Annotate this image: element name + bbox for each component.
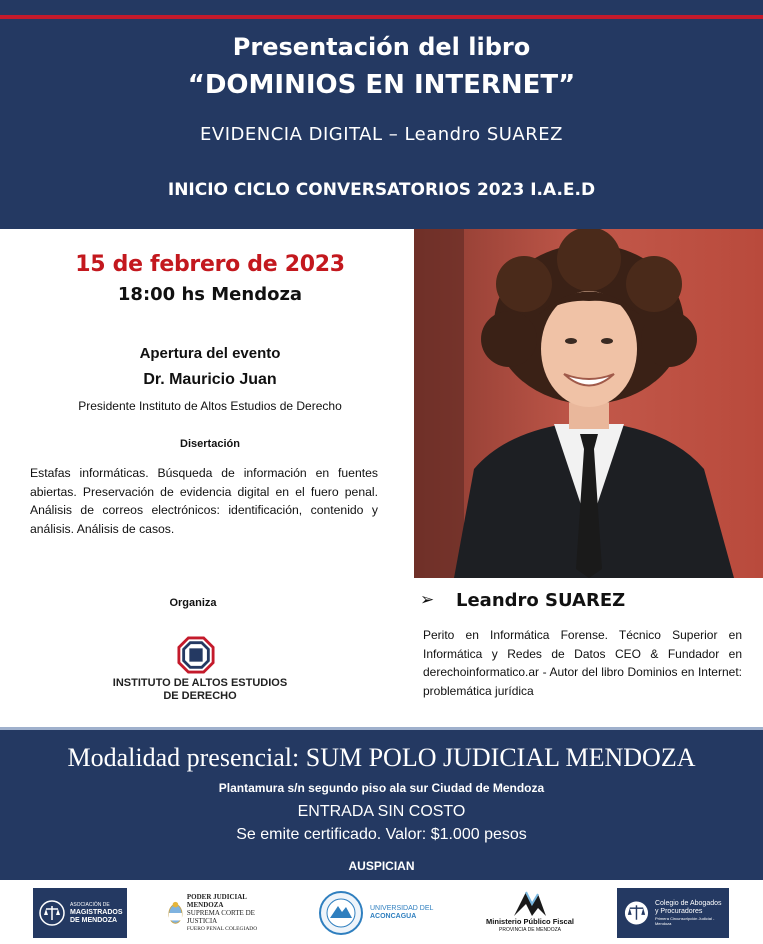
- sponsor-2-line3: FUERO PENAL COLEGIADO: [186, 926, 258, 932]
- dissertation-label: Disertación: [180, 438, 240, 450]
- sponsor-1-line2: MAGISTRADOS: [70, 909, 123, 916]
- organizer-name: [100, 677, 300, 703]
- sponsor-4-line1: Ministerio Público Fiscal: [486, 917, 574, 926]
- modality-heading: Modalidad presencial: SUM POLO JUDICIAL MENDOZA: [67, 743, 696, 772]
- university-seal-icon: [318, 890, 364, 936]
- speaker-portrait-illustration: [414, 229, 763, 578]
- organizer-name-line2: DE DERECHO: [163, 690, 237, 702]
- header-accent-line: [0, 15, 763, 19]
- certificate-info: Se emite certificado. Valor: $1.000 pesos: [236, 826, 527, 843]
- speaker-bio: Perito en Informática Forense. Técnico Superior en Informática y Redes de Datos CEO & Fundador en derechoinformatico.ar - Autor del libro Dominios en Internet: problemática jurídica: [423, 628, 742, 698]
- organizer-name-line1: INSTITUTO DE ALTOS ESTUDIOS: [112, 677, 288, 689]
- bullet-arrow-icon: ➢: [420, 590, 435, 609]
- sponsor-5-line3: Primera Circunscripción Judicial - Mendoza: [654, 916, 715, 926]
- scales-icon: [623, 899, 650, 927]
- cycle-title: INICIO CICLO CONVERSATORIOS 2023 I.A.E.D: [167, 180, 596, 200]
- scales-icon: [39, 900, 65, 926]
- iaed-logo-icon: [177, 636, 215, 674]
- sponsor-magistrados: [33, 888, 127, 938]
- sponsor-1-line1: ASOCIACIÓN DE: [70, 902, 110, 908]
- sponsor-ministerio-publico-fiscal: [482, 888, 578, 938]
- sponsor-1-line3: DE MENDOZA: [70, 917, 118, 924]
- opening-label: Apertura del evento: [139, 345, 281, 362]
- entry-info: ENTRADA SIN COSTO: [297, 803, 466, 820]
- opening-speaker-role: Presidente Instituto de Altos Estudios de Derecho: [78, 399, 342, 413]
- book-title: “DOMINIOS EN INTERNET”: [187, 70, 576, 100]
- sponsors-label: AUSPICIAN: [348, 859, 415, 873]
- sponsor-universidad-aconcagua: [318, 888, 446, 938]
- event-date: 15 de febrero de 2023: [75, 252, 345, 277]
- dissertation-topics: Estafas informáticas. Búsqueda de información en fuentes abiertas. Preservación de evidencia digital en el fuero penal. Análisis de correos electrónicos: identificación, contenido y análisis. Análisis de casos.: [30, 466, 378, 536]
- sponsor-colegio-abogados: [617, 888, 729, 938]
- sponsor-2-line1: PODER JUDICIAL MENDOZA: [186, 893, 247, 909]
- organizer-label: Organiza: [169, 597, 217, 609]
- sponsor-3-line1: UNIVERSIDAD DEL: [370, 905, 434, 912]
- sponsor-poder-judicial: [168, 888, 280, 938]
- venue-address: Plantamura s/n segundo piso ala sur Ciudad de Mendoza: [218, 781, 545, 795]
- sponsor-2-line2: SUPREMA CORTE DE JUSTICIA: [186, 909, 255, 925]
- coat-of-arms-icon: [168, 900, 183, 926]
- sponsor-4-line2: PROVINCIA DE MENDOZA: [499, 927, 561, 933]
- speaker-photo: [414, 229, 763, 578]
- mpf-logo-icon: [512, 888, 548, 918]
- subtitle: EVIDENCIA DIGITAL – Leandro SUAREZ: [200, 124, 563, 145]
- sponsor-5-line2: y Procuradores: [654, 908, 703, 915]
- opening-speaker: Dr. Mauricio Juan: [143, 371, 277, 388]
- sponsor-5-line1: Colegio de Abogados: [654, 900, 722, 907]
- speaker-name: Leandro SUAREZ: [456, 590, 626, 611]
- event-time: 18:00 hs Mendoza: [117, 284, 303, 305]
- book-presentation-title: Presentación del libro: [232, 33, 531, 61]
- sponsor-3-line2: ACONCAGUA: [370, 913, 417, 920]
